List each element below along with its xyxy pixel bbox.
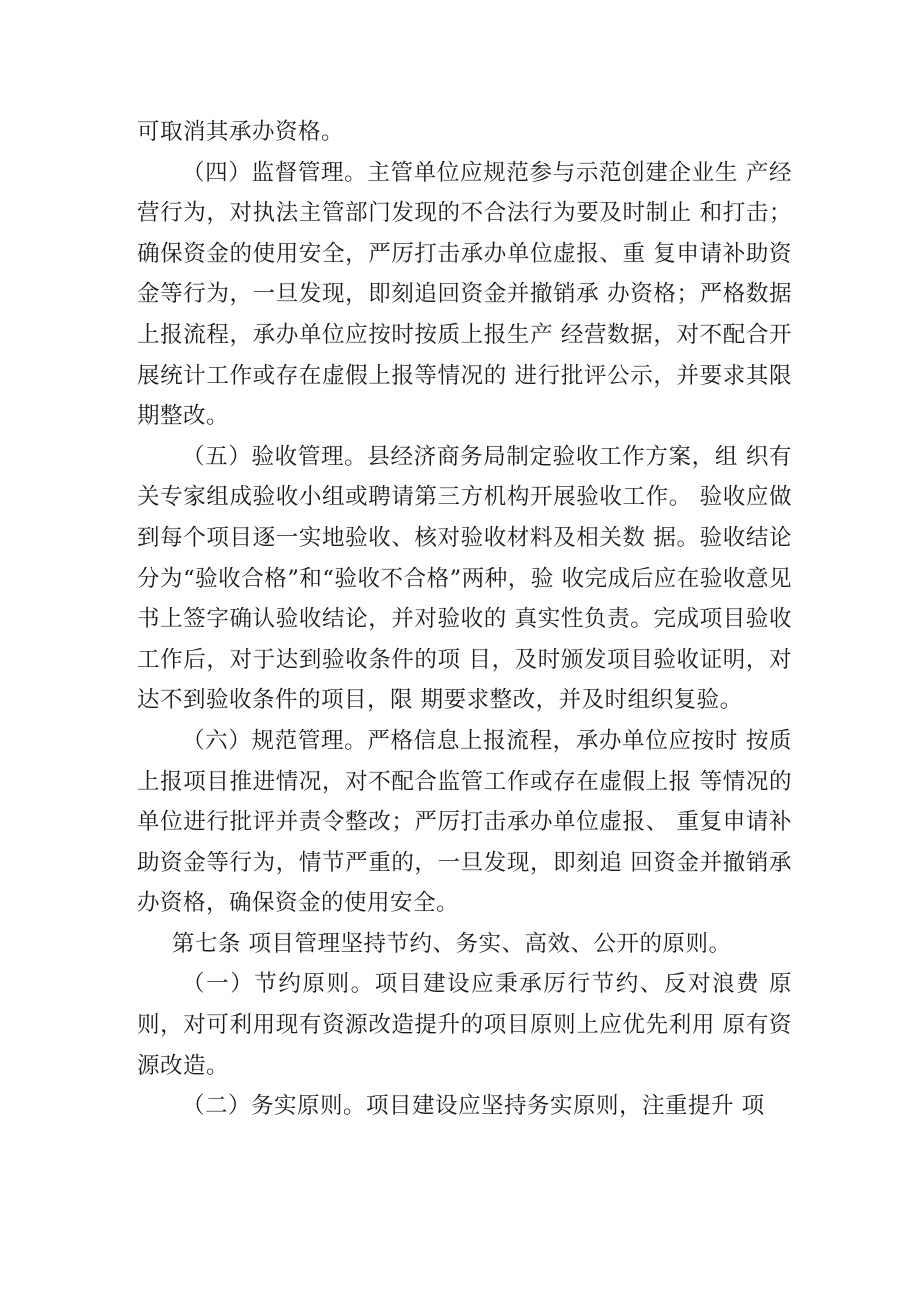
document-body <box>137 112 792 1127</box>
paragraph-supervision-management: （四）监督管理。主管单位应规范参与示范创建企业生 产经营行为，对执法主管部门发现的不合法行为要及时制止 和打击；确保资金的使用安全，严厉打击承办单位虚报、重 复申请补助资金等行为，一旦发现，即刻追回资金并撤销承 办资格；严格数据上报流程，承办单位应按时按质上报生产 经营数据，对不配合开展统计工作或存在虚假上报等情况的 进行批评公示，并要求其限期整改。 <box>137 159 792 430</box>
paragraph-economy-principle: （一）节约原则。项目建设应秉承厉行节约、反对浪费 原则，对可利用现有资源改造提升的项目原则上应优先利用 原有资源改造。 <box>137 971 792 1079</box>
paragraph-continuation: 可取消其承办资格。 <box>137 119 345 145</box>
paragraph-pragmatic-principle: （二）务实原则。项目建设应坚持务实原则，注重提升 项 <box>182 1093 765 1120</box>
paragraph-standard-management: （六）规范管理。严格信息上报流程，承办单位应按时 按质上报项目推进情况，对不配合监管工作或存在虚假上报 等情况的单位进行批评并责令整改；严厉打击承办单位虚报、 重复申请补助资金等行为，情节严重的，一旦发现，即刻追 回资金并撤销承办资格，确保资金的使用安全。 <box>137 727 792 917</box>
paragraph-article-seven: 第七条 项目管理坚持节约、务实、高效、公开的原则。 <box>171 930 732 957</box>
paragraph-acceptance-management: （五）验收管理。县经济商务局制定验收工作方案，组 织有关专家组成验收小组或聘请第三方机构开展验收工作。 验收应做到每个项目逐一实地验收、核对验收材料及相关数 据。验收结论分为“验收合格”和“验收不合格”两种，验 收完成后应在验收意见书上签字确认验收结论，并对验收的 真实性负责。完成项目验收工作后，对于达到验收条件的项 目，及时颁发项目验收证明，对达不到验收条件的项目，限 期要求整改，并及时组织复验。 <box>137 443 792 714</box>
